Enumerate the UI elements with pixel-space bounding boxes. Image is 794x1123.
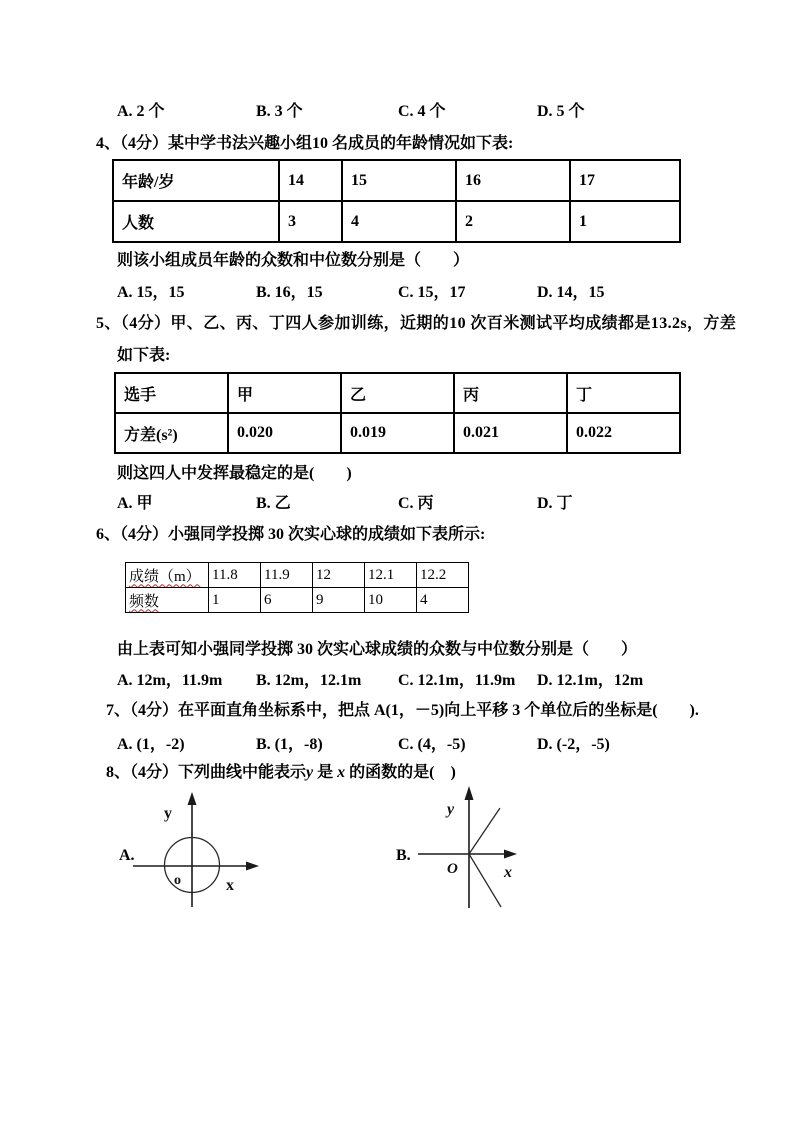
q5-option-a: A. 甲: [117, 495, 153, 512]
table-cell: 选手: [115, 373, 228, 413]
table-cell: 15: [342, 160, 456, 201]
graph-b-x-label: x: [504, 864, 512, 881]
q6-option-b: B. 12m，12.1m: [256, 672, 362, 689]
q6-score-table: [125, 562, 469, 613]
q4-options-row: [0, 282, 794, 304]
q7-options-row: [0, 734, 794, 756]
table-cell: 1: [570, 201, 680, 242]
table-row: [115, 413, 680, 453]
graph-b-ray-up: [469, 808, 500, 854]
table-cell: 年龄/岁: [113, 160, 279, 201]
q5-options-row: [0, 493, 794, 515]
q4-text: 4、（4分）某中学书法兴趣小组10 名成员的年龄情况如下表:: [96, 135, 514, 152]
q5-text-line1: 5、（4分）甲、乙、丙、丁四人参加训练，近期的10 次百米测试平均成绩都是13.2s，方差: [96, 315, 737, 332]
table-cell: 方差(s²): [115, 413, 228, 453]
graph-b-y-arrow-icon: [465, 786, 474, 800]
graph-b-x-arrow-icon: [504, 850, 517, 859]
q6-option-d: D. 12.1m，12m: [537, 672, 644, 689]
graph-a-y-arrow-icon: [188, 792, 197, 805]
table-cell: 0.021: [454, 413, 567, 453]
table-cell: 14: [279, 160, 342, 201]
table-cell: 1: [209, 588, 261, 613]
table-cell: 0.022: [567, 413, 680, 453]
table-cell: 2: [456, 201, 570, 242]
table-cell: 成绩（m）: [126, 563, 209, 588]
q8-var-y: y: [306, 764, 314, 781]
q3-option-c: C. 4 个: [398, 103, 446, 120]
q3-option-b: B. 3 个: [256, 103, 303, 120]
table-cell: 11.9: [261, 563, 313, 588]
q8-var-x: x: [337, 764, 346, 781]
table-cell: 4: [417, 588, 469, 613]
q6-option-c: C. 12.1m，11.9m: [398, 672, 516, 689]
q7-option-a: A. (1，-2): [117, 736, 185, 753]
q7-text: 7、（4分）在平面直角坐标系中，把点 A(1，－5)向上平移 3 个单位后的坐标是( ).: [106, 702, 699, 719]
q8-graph-a-letter: A.: [119, 847, 135, 864]
q8-text-pre: 8、（4分）下列曲线中能表示: [106, 764, 307, 781]
table-cell: 丙: [454, 373, 567, 413]
table-cell: 丁: [567, 373, 680, 413]
table-row: [113, 160, 680, 201]
q3-option-d: D. 5 个: [537, 103, 585, 120]
q8-graph-b-letter: B.: [396, 847, 411, 864]
table-cell: 0.020: [228, 413, 341, 453]
q8-text-post: 的函数的是( ): [349, 764, 456, 781]
q8-graph-b: [388, 780, 538, 925]
table-cell: 16: [456, 160, 570, 201]
q4-option-b: B. 16，15: [256, 284, 323, 301]
q5-text-line2: 如下表:: [117, 347, 171, 364]
graph-b-origin-label: O: [447, 861, 458, 877]
graph-b-y-label: y: [447, 801, 455, 818]
q5-variance-table: [114, 372, 681, 454]
graph-a-x-arrow-icon: [246, 862, 259, 871]
table-cell: 0.019: [341, 413, 454, 453]
table-cell: 3: [279, 201, 342, 242]
table-row: [115, 373, 680, 413]
q6-option-a: A. 12m，11.9m: [117, 672, 223, 689]
q6-text: 6、（4分）小强同学投掷 30 次实心球的成绩如下表所示:: [96, 526, 486, 543]
table-cell: 甲: [228, 373, 341, 413]
q4-stem: 则该小组成员年龄的众数和中位数分别是（ ）: [117, 252, 470, 269]
table-cell: 乙: [341, 373, 454, 413]
q5-option-b: B. 乙: [256, 495, 291, 512]
table-cell: 6: [261, 588, 313, 613]
table-cell: 11.8: [209, 563, 261, 588]
table-cell: 人数: [113, 201, 279, 242]
table-cell: 10: [365, 588, 417, 613]
table-cell: 17: [570, 160, 680, 201]
table-cell: 4: [342, 201, 456, 242]
table-row: [126, 563, 469, 588]
q6-stem: 由上表可知小强同学投掷 30 次实心球成绩的众数与中位数分别是（ ）: [117, 641, 638, 658]
q4-option-d: D. 14，15: [537, 284, 605, 301]
q7-option-c: C. (4，-5): [398, 736, 466, 753]
graph-a-x-label: x: [226, 877, 234, 894]
graph-a-canvas: [112, 790, 282, 920]
table-row: [113, 201, 680, 242]
q3-option-a: A. 2 个: [117, 103, 165, 120]
q5-stem: 则这四人中发挥最稳定的是( ): [117, 465, 352, 482]
q4-option-a: A. 15，15: [117, 284, 185, 301]
q5-option-c: C. 丙: [398, 495, 434, 512]
table-cell: 12: [313, 563, 365, 588]
table-cell: 12.2: [417, 563, 469, 588]
q8-text-mid: 是: [317, 764, 334, 781]
q7-option-b: B. (1，-8): [256, 736, 323, 753]
q3-options-row: [0, 101, 794, 123]
table-cell: 9: [313, 588, 365, 613]
q7-option-d: D. (-2，-5): [537, 736, 610, 753]
table-cell: 频数: [126, 588, 209, 613]
q6-options-row: [0, 670, 794, 692]
q4-age-table: [112, 159, 681, 243]
graph-b-ray-down: [469, 854, 501, 907]
q5-option-d: D. 丁: [537, 495, 573, 512]
table-cell: 12.1: [365, 563, 417, 588]
graph-b-canvas: [388, 780, 538, 920]
q4-option-c: C. 15，17: [398, 284, 466, 301]
graph-a-origin-label: o: [174, 873, 181, 888]
q8-graph-a: [112, 790, 282, 925]
graph-a-y-label: y: [164, 805, 172, 822]
table-row: [126, 588, 469, 613]
